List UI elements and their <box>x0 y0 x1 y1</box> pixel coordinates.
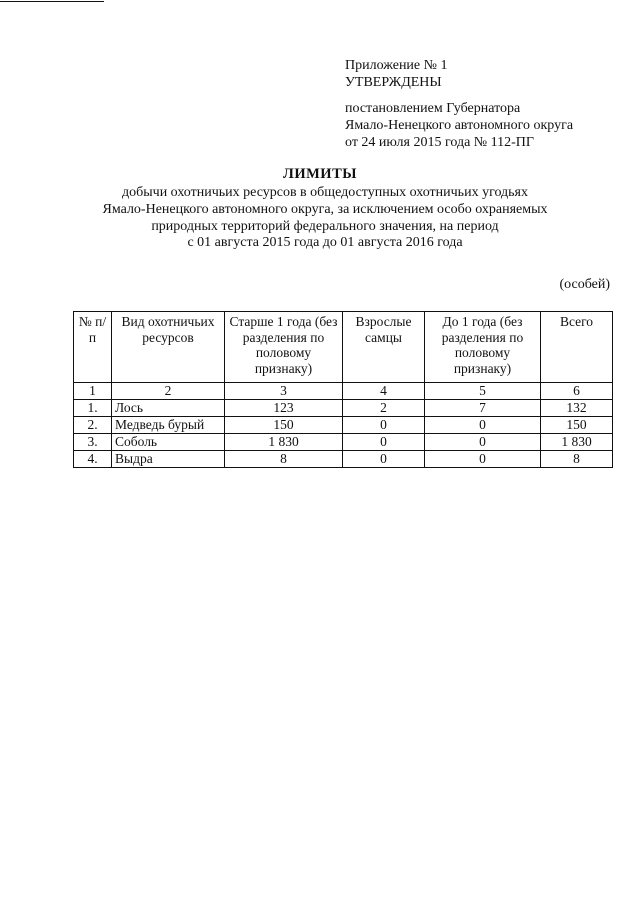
under-one-year-value: 0 <box>425 417 541 434</box>
under-one-year-value: 7 <box>425 400 541 417</box>
under-one-year-value: 0 <box>425 434 541 451</box>
column-number-cell: 1 <box>74 383 112 400</box>
unit-note: (особей) <box>559 277 610 292</box>
total-value: 8 <box>541 451 613 468</box>
document-subtitle <box>60 185 590 252</box>
approval-stamp: УТВЕРЖДЕНЫ <box>345 75 442 90</box>
column-number-cell: 2 <box>112 383 225 400</box>
decree-line: постановлением Губернатора <box>345 101 521 116</box>
subtitle-line-3: природных территорий федерального значения, на период <box>151 218 499 234</box>
appendix-gap <box>345 91 625 100</box>
table-row <box>74 451 613 468</box>
limits-table <box>73 311 613 468</box>
over-one-year-value: 123 <box>225 400 343 417</box>
column-number-row <box>74 383 613 400</box>
adult-males-value: 0 <box>343 451 425 468</box>
adult-males-value: 0 <box>343 417 425 434</box>
row-number: 3. <box>74 434 112 451</box>
over-one-year-value: 8 <box>225 451 343 468</box>
header-under-one-year: До 1 года (без разделения по половому признаку) <box>425 312 541 383</box>
species-name: Выдра <box>112 451 225 468</box>
column-number-cell: 3 <box>225 383 343 400</box>
subtitle-line-4: с 01 августа 2015 года до 01 августа 2016 года <box>187 235 463 251</box>
column-number-cell: 4 <box>343 383 425 400</box>
table-row <box>74 434 613 451</box>
over-one-year-value: 1 830 <box>225 434 343 451</box>
adult-males-value: 0 <box>343 434 425 451</box>
species-name: Соболь <box>112 434 225 451</box>
document-title: ЛИМИТЫ <box>283 166 357 182</box>
total-value: 150 <box>541 417 613 434</box>
over-one-year-value: 150 <box>225 417 343 434</box>
total-value: 132 <box>541 400 613 417</box>
header-number: № п/п <box>74 312 112 383</box>
decree-date-line: от 24 июля 2015 года № 112-ПГ <box>345 135 534 150</box>
header-species: Вид охотничьих ресурсов <box>112 312 225 383</box>
subtitle-line-2: Ямало-Ненецкого автономного округа, за исключением особо охраняемых <box>102 201 548 217</box>
appendix-block <box>345 57 625 151</box>
corner-rule <box>0 1 104 2</box>
row-number: 4. <box>74 451 112 468</box>
table-header-row <box>74 312 613 383</box>
table-row <box>74 417 613 434</box>
header-over-one-year: Старше 1 года (без разделения по половому признаку) <box>225 312 343 383</box>
adult-males-value: 2 <box>343 400 425 417</box>
header-adult-males: Взрослые самцы <box>343 312 425 383</box>
total-value: 1 830 <box>541 434 613 451</box>
species-name: Медведь бурый <box>112 417 225 434</box>
row-number: 1. <box>74 400 112 417</box>
column-number-cell: 5 <box>425 383 541 400</box>
header-total: Всего <box>541 312 613 383</box>
column-number-cell: 6 <box>541 383 613 400</box>
region-line: Ямало-Ненецкого автономного округа <box>345 118 574 133</box>
species-name: Лось <box>112 400 225 417</box>
appendix-number: Приложение № 1 <box>345 58 448 73</box>
table-row <box>74 400 613 417</box>
under-one-year-value: 0 <box>425 451 541 468</box>
row-number: 2. <box>74 417 112 434</box>
subtitle-line-1: добычи охотничьих ресурсов в общедоступных охотничьих угодьях <box>122 185 528 200</box>
